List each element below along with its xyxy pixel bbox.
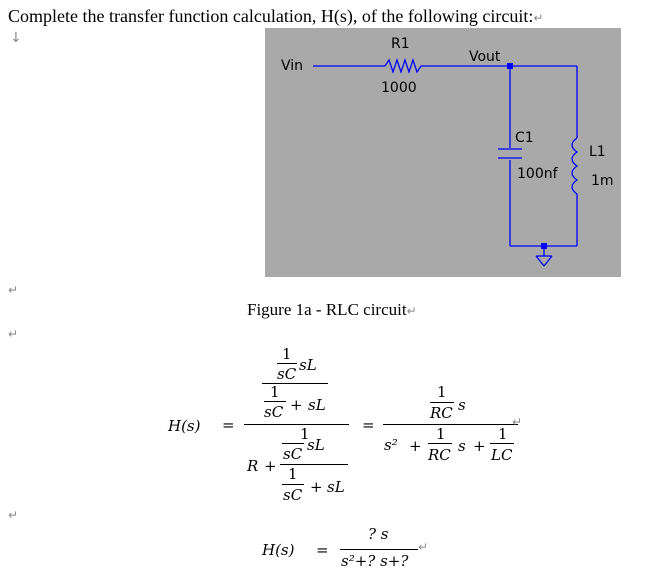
rhs-one: 1 [436,425,446,443]
vout-label: Vout [469,49,501,65]
paragraph-mark: ↵ [8,283,19,297]
rhs-plus: + [409,437,422,455]
main-fraction-bar [244,424,349,425]
c1-value: 100nf [517,166,558,182]
eq1-equals: = [222,416,235,434]
den-plus: + [264,457,277,475]
eq2-fraction-bar [340,549,418,550]
c1-name: C1 [515,130,534,146]
fraction-bar [428,443,452,444]
fraction-bar [282,484,304,485]
eq2-equals: = [316,541,329,559]
num-one: 1 [270,383,280,401]
fraction-bar [282,443,304,444]
vin-label: Vin [281,58,304,74]
eq1-lhs: H(s) [168,417,201,435]
heading-text: Complete the transfer function calculation, H(s), of the following circuit: [8,6,534,26]
den-one: 1 [300,425,310,443]
den-sC: sC [283,486,303,504]
rhs-one: 1 [498,425,508,443]
den-sL: sL [307,436,325,454]
figure-caption [247,300,417,320]
fraction-bar [277,363,297,364]
rhs-s2: s² [384,436,398,454]
paragraph-mark: ↵ [8,508,19,522]
paragraph-mark: ↵ [8,327,19,341]
rhs-plus: + [473,437,486,455]
rhs-s: s [458,437,466,455]
rhs-LC: LC [491,446,513,464]
den-sC: sC [283,445,303,463]
paragraph-mark: ↵ [512,415,523,429]
num-sL: sL [308,396,326,414]
vout-node [507,63,513,69]
paragraph-mark: ↵ [533,11,544,25]
den-plus: + [310,478,323,496]
fraction-bar [490,443,514,444]
paragraph-mark: ↵ [418,540,429,554]
rhs-RC: RC [428,446,451,464]
heading [8,6,543,27]
eq2-lhs: H(s) [262,541,295,559]
r1-name: R1 [391,36,410,52]
eq2-numerator: ? s [368,525,389,543]
rhs-one: 1 [437,383,447,401]
num-sL: sL [299,356,317,374]
num-sC: sC [277,365,297,383]
num-sC: sC [264,403,284,421]
num-one: 1 [282,345,292,363]
l1-name: L1 [589,144,606,160]
fraction-bar [430,402,454,403]
eq1-equals-2: = [362,416,375,434]
rhs-s: s [458,396,466,414]
figure-caption-text: Figure 1a - RLC circuit [247,300,407,319]
paragraph-mark: ↵ [406,304,417,318]
r1-value: 1000 [381,80,417,96]
den-one: 1 [288,465,298,483]
l1-value: 1m [591,173,614,189]
fraction-bar [264,401,286,402]
plus: + [290,396,303,414]
den-sL: sL [327,478,345,496]
down-arrow-mark: ↓ [10,30,22,46]
den-R: R [247,457,259,475]
eq2-denominator: s²+? s+? [341,552,409,570]
rlc-schematic [265,28,621,277]
rhs-RC: RC [430,404,453,422]
